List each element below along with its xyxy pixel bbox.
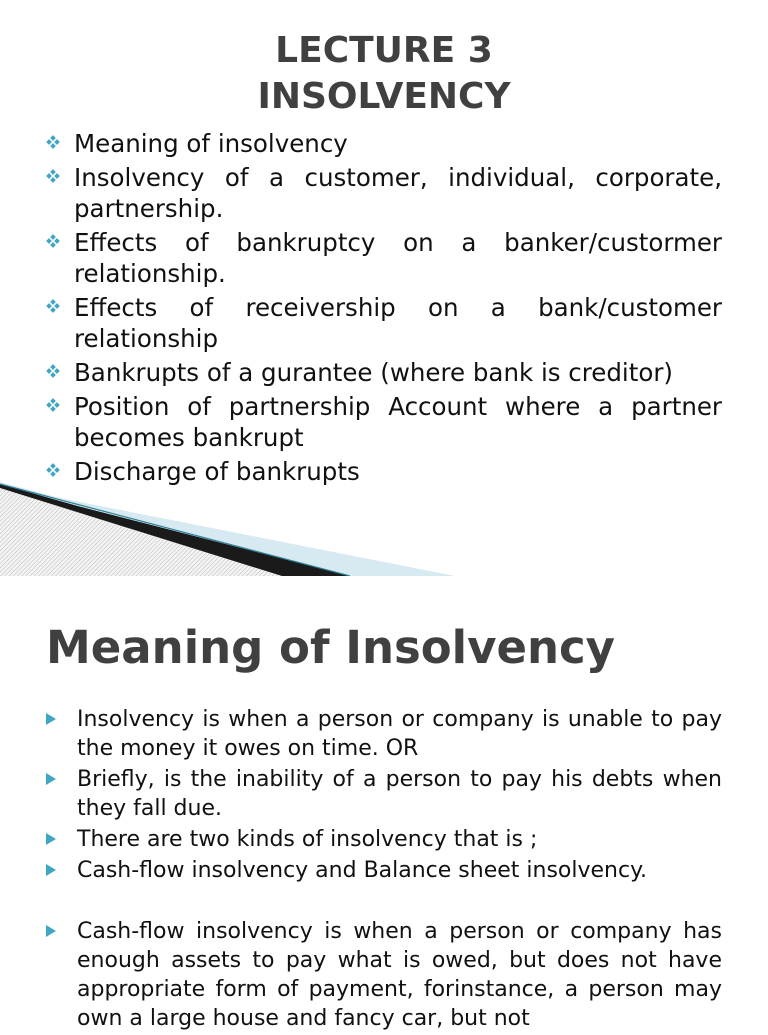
topic-text: Discharge of bankrupts: [74, 457, 360, 486]
slide-1-title: [0, 28, 768, 120]
definition-item: [46, 765, 722, 823]
triangle-arrow-icon: [46, 864, 56, 876]
diamond-dots-icon: [46, 398, 60, 412]
diamond-dots-icon: [46, 169, 60, 183]
triangle-arrow-icon: [46, 713, 56, 725]
topic-text: Effects of receivership on a bank/customer relationship: [74, 293, 722, 353]
definition-text: Insolvency is when a person or company is unable to pay the money it owes on time. OR: [77, 707, 722, 761]
definition-text: There are two kinds of insolvency that is ;: [77, 827, 538, 852]
definition-text: Cash-flow insolvency and Balance sheet insolvency.: [77, 858, 647, 883]
topic-item: [46, 128, 722, 159]
definition-item: [46, 856, 722, 885]
topic-text: Effects of bankruptcy on a banker/custormer relationship.: [74, 228, 722, 288]
topic-item: [46, 292, 722, 354]
topic-item: [46, 357, 722, 388]
slide-2-title: Meaning of Insolvency: [46, 621, 616, 674]
diamond-dots-icon: [46, 135, 60, 149]
slide-decoration: [0, 470, 768, 576]
topic-text: Bankrupts of a gurantee (where bank is creditor): [74, 358, 673, 387]
topic-item: [46, 391, 722, 453]
triangle-arrow-icon: [46, 833, 56, 845]
topic-item: [46, 227, 722, 289]
topic-list: [46, 128, 722, 490]
topic-item: [46, 162, 722, 224]
definition-text: Briefly, is the inability of a person to pay his debts when they fall due.: [77, 767, 722, 821]
topic-text: Meaning of insolvency: [74, 129, 348, 158]
title-line-2: INSOLVENCY: [257, 76, 511, 117]
triangle-arrow-icon: [46, 773, 56, 785]
definition-item: [46, 705, 722, 763]
definition-item: [46, 917, 722, 1033]
diamond-dots-icon: [46, 299, 60, 313]
definition-text: Cash-flow insolvency is when a person or company has enough assets to pay what is owed, but does not have appropriate form of payment, forinstance, a person may own a large house and fancy car, but not: [77, 919, 722, 1031]
diamond-dots-icon: [46, 234, 60, 248]
title-line-1: LECTURE 3: [275, 30, 493, 71]
definition-item: [46, 825, 722, 854]
topic-text: Insolvency of a customer, individual, corporate, partnership.: [74, 163, 722, 223]
definition-list: [46, 705, 722, 1035]
topic-text: Position of partnership Account where a partner becomes bankrupt: [74, 392, 722, 452]
triangle-arrow-icon: [46, 925, 56, 937]
diamond-dots-icon: [46, 364, 60, 378]
